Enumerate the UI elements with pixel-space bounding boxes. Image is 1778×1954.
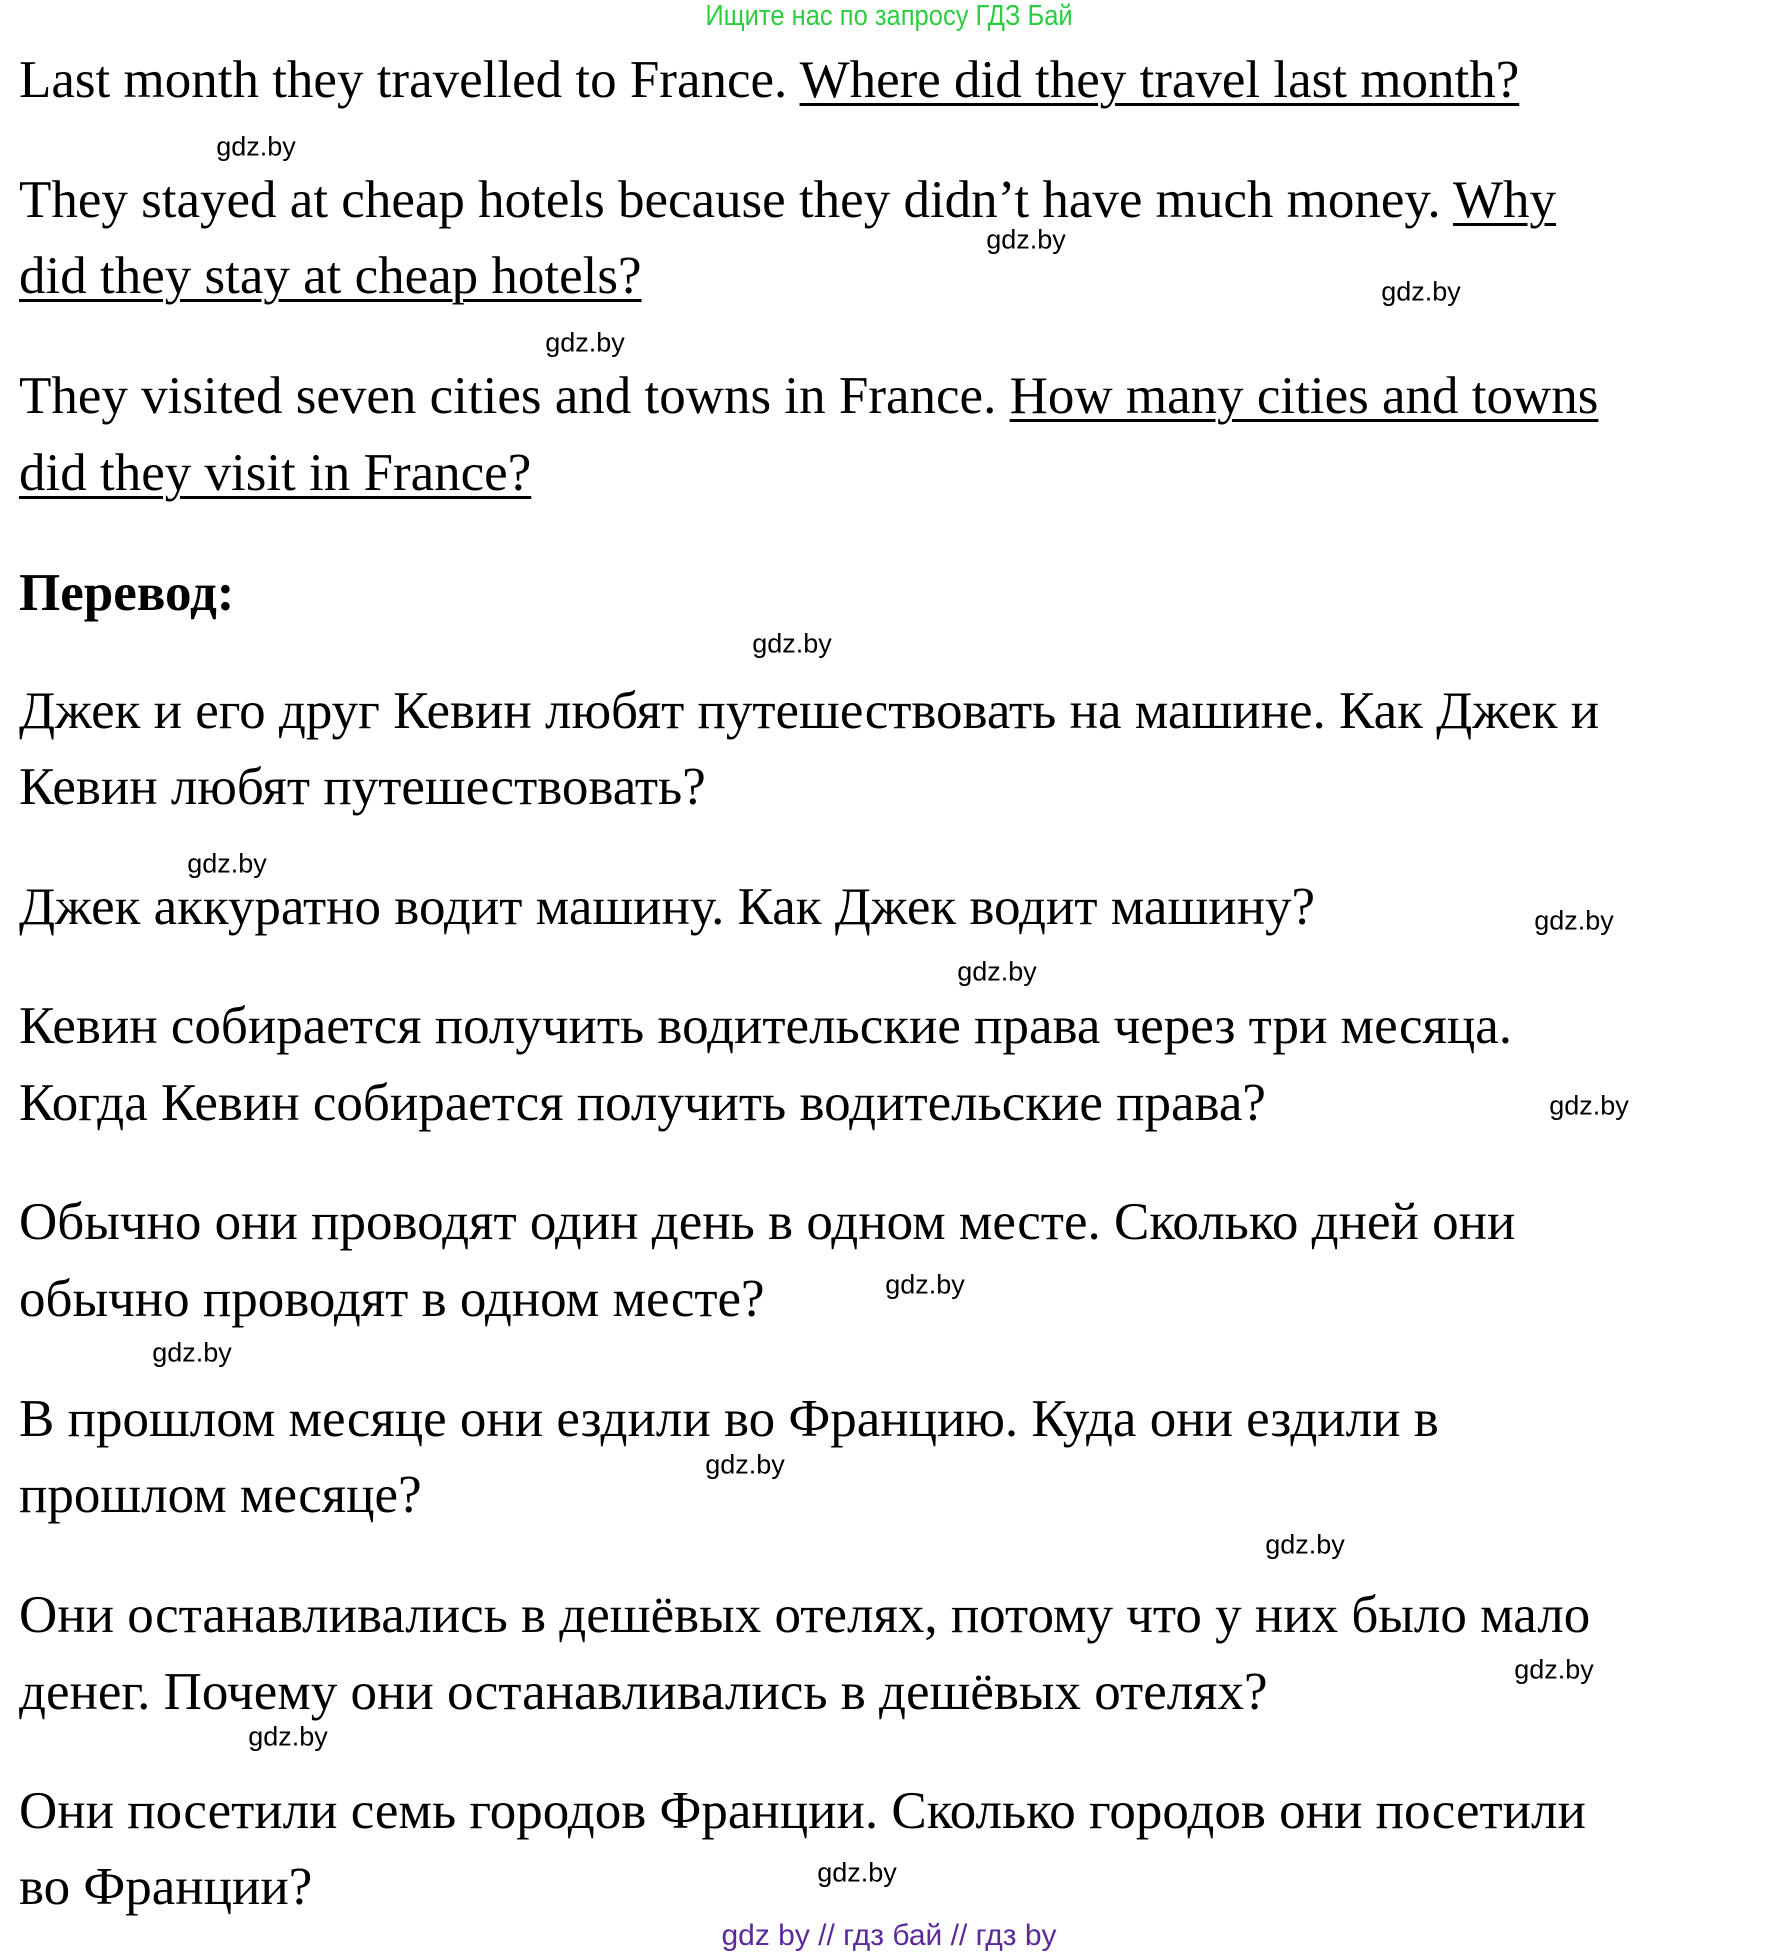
translation-heading: Перевод: <box>19 564 235 622</box>
watermark: gdz.by <box>152 1337 232 1368</box>
watermark: gdz.by <box>957 956 1037 987</box>
russian-line: Они посетили семь городов Франции. Сколько городов они посетили <box>19 1782 1586 1840</box>
watermark: gdz.by <box>1549 1090 1629 1121</box>
russian-line: Джек и его друг Кевин любят путешествовать на машине. Как Джек и <box>19 682 1600 740</box>
russian-line: прошлом месяце? <box>19 1466 422 1524</box>
question: did they stay at cheap hotels? <box>19 247 642 305</box>
question: did they visit in France? <box>19 444 532 502</box>
footer-links: gdz by // гдз бай // гдз by <box>721 1919 1057 1952</box>
english-line <box>19 443 531 503</box>
watermark: gdz.by <box>1534 905 1614 936</box>
watermark: gdz.by <box>1381 276 1461 307</box>
russian-line: обычно проводят в одном месте? <box>19 1270 765 1328</box>
statement: They stayed at cheap hotels because they didn’t have much money. <box>19 171 1453 229</box>
english-line <box>19 50 1519 110</box>
english-line <box>19 246 642 306</box>
russian-line: Кевин собирается получить водительские права через три месяца. <box>19 997 1512 1055</box>
search-hint-header: Ищите нас по запросу ГДЗ Бай <box>705 0 1073 32</box>
english-line <box>19 170 1556 230</box>
statement: Last month they travelled to France. <box>19 51 800 109</box>
statement: They visited seven cities and towns in France. <box>19 367 1010 425</box>
watermark: gdz.by <box>248 1721 328 1752</box>
english-line <box>19 366 1598 426</box>
russian-line: во Франции? <box>19 1858 313 1916</box>
question: Where did they travel last month? <box>799 51 1520 109</box>
question: Why <box>1452 171 1557 229</box>
russian-line: Обычно они проводят один день в одном месте. Сколько дней они <box>19 1193 1516 1251</box>
watermark: gdz.by <box>752 628 832 659</box>
watermark: gdz.by <box>986 224 1066 255</box>
russian-line: денег. Почему они останавливались в дешёвых отелях? <box>19 1663 1268 1721</box>
russian-line: Они останавливались в дешёвых отелях, потому что у них было мало <box>19 1586 1591 1644</box>
watermark: gdz.by <box>817 1857 897 1888</box>
watermark: gdz.by <box>187 848 267 879</box>
watermark: gdz.by <box>885 1269 965 1300</box>
watermark: gdz.by <box>1265 1529 1345 1560</box>
russian-line: Кевин любят путешествовать? <box>19 758 706 816</box>
watermark: gdz.by <box>1514 1654 1594 1685</box>
russian-line: Когда Кевин собирается получить водительские права? <box>19 1074 1266 1132</box>
question: How many cities and towns <box>1009 367 1599 425</box>
russian-line: Джек аккуратно водит машину. Как Джек водит машину? <box>19 878 1316 936</box>
russian-line: В прошлом месяце они ездили во Францию. Куда они ездили в <box>19 1390 1439 1448</box>
watermark: gdz.by <box>705 1449 785 1480</box>
watermark: gdz.by <box>216 131 296 162</box>
watermark: gdz.by <box>545 327 625 358</box>
